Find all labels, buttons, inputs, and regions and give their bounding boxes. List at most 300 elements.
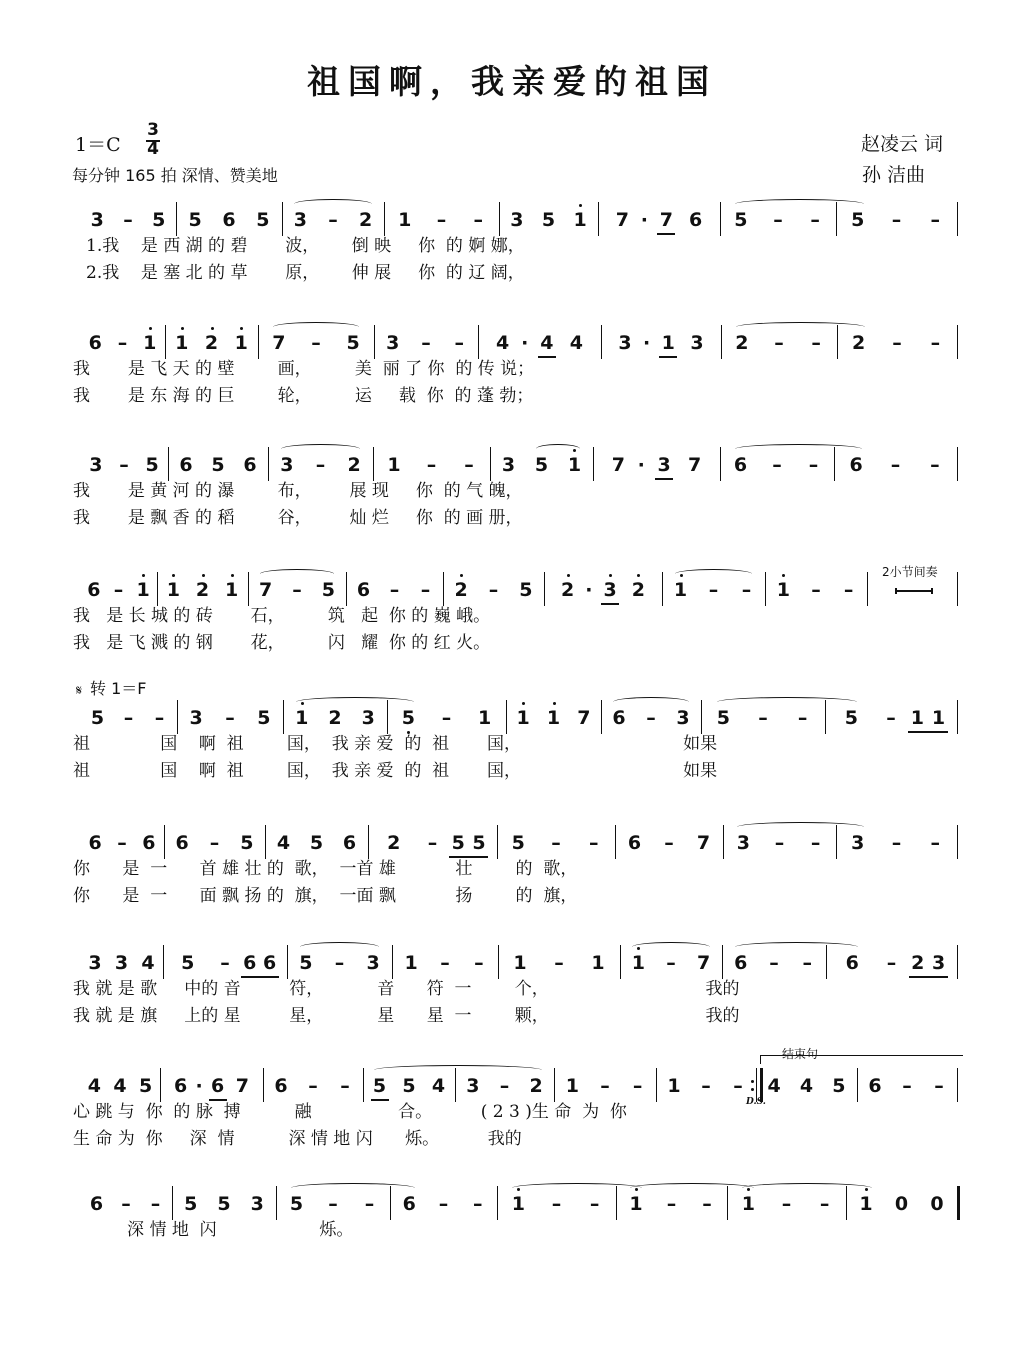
note-digit: 5 — [211, 454, 225, 476]
dash-sustain: – — [802, 952, 813, 974]
note-digit: 2 — [359, 209, 373, 231]
tie-slur — [737, 822, 863, 832]
note-digit: 3 — [851, 832, 865, 854]
dash-sustain: – — [890, 454, 901, 476]
dash-sustain: – — [708, 579, 719, 601]
note-digit: 4 — [540, 332, 554, 354]
barline — [957, 202, 958, 236]
barline — [176, 202, 177, 236]
eighth-underline — [538, 356, 556, 358]
dash-sustain: – — [843, 579, 854, 601]
note-digit: 6 — [342, 832, 357, 854]
lyrics-line-2: 祖 国 啊 祖 国， 我 亲 爱 的 祖 国， 如果 — [73, 761, 718, 781]
ending-bracket — [760, 1055, 963, 1064]
tie-slur — [735, 199, 864, 209]
score-system — [0, 570, 1024, 680]
note-digit: 0 — [930, 1193, 944, 1215]
modulation-marking: 转 1＝F — [90, 679, 147, 698]
dash-sustain: – — [664, 832, 674, 854]
note-digit: 6 — [243, 952, 257, 974]
dash-sustain: – — [123, 707, 134, 729]
dash-sustain: – — [554, 952, 564, 974]
barline — [857, 1068, 858, 1102]
dash-sustain: – — [930, 209, 940, 231]
dash-sustain: – — [930, 332, 941, 354]
dash-sustain: – — [154, 707, 165, 729]
dash-sustain: – — [427, 832, 438, 854]
note-digit: 6 — [868, 1075, 882, 1097]
barline — [268, 447, 269, 481]
note-digit: 4 — [276, 832, 291, 854]
lyrics-line-2: 2.我 是 塞 北 的 草 原， 伸 展 你 的 辽 阔， — [86, 263, 525, 283]
note-digit: 6 — [222, 209, 236, 231]
lyrics-line-1: 我 就 是 歌 中的 音 符， 音 符 一 个， 我的 — [73, 979, 740, 999]
lyrics-line-1: 深 情 地 闪 烁。 — [73, 1220, 354, 1240]
barline — [374, 325, 375, 359]
high-octave-dot — [240, 327, 243, 330]
barline — [168, 447, 169, 481]
composer-credit: 孙 洁曲 — [862, 164, 926, 186]
dash-sustain: – — [220, 952, 230, 974]
barline — [601, 700, 602, 734]
note-digit: 4 — [141, 952, 155, 974]
lyrics-line-2: 我 是 飞 溅 的 钢 花， 闪 耀 你 的 红 火。 — [73, 633, 491, 653]
note-digit: 5 — [184, 1193, 198, 1215]
note-digit: 5 — [451, 832, 465, 854]
eighth-underline — [908, 731, 947, 733]
barline — [701, 700, 702, 734]
note-digit: 1 — [626, 1193, 646, 1215]
barline — [593, 447, 594, 481]
eighth-underline — [909, 976, 948, 978]
note-digit: 5 — [299, 952, 313, 974]
note-digit: 3 — [386, 332, 400, 354]
dash-sustain: – — [119, 454, 129, 476]
barline — [163, 945, 164, 979]
barline — [867, 572, 868, 606]
note-digit: 3 — [690, 332, 704, 354]
dash-sustain: – — [772, 454, 782, 476]
lyrics-line-1: 我 是 黄 河 的 瀑 布， 展 现 你 的 气 魄， — [73, 481, 523, 501]
note-digit: 5 — [138, 1075, 153, 1097]
interlude-label: 2小节间奏 — [882, 565, 938, 579]
high-octave-dot — [609, 574, 612, 577]
time-signature-bottom: 4 — [147, 139, 159, 159]
barline — [443, 572, 444, 606]
barline — [165, 325, 166, 359]
note-digit: 1 — [671, 579, 691, 601]
note-digit: 3 — [932, 952, 946, 974]
dotted-note-dot: · — [521, 332, 529, 354]
high-octave-dot — [172, 574, 175, 577]
note-digit: 6 — [263, 952, 277, 974]
ending-bracket-line — [826, 1055, 962, 1056]
note-digit: 1 — [570, 209, 590, 231]
dash-sustain: – — [389, 579, 400, 601]
note-digit: 6 — [688, 209, 703, 231]
note-digit: 4 — [799, 1075, 814, 1097]
note-digit: 5 — [372, 1075, 387, 1097]
note-digit: 7 — [259, 579, 273, 601]
note-digit: 6 — [845, 952, 859, 974]
barline — [258, 325, 259, 359]
lyrics-line-1: 祖 国 啊 祖 国， 我 亲 爱 的 祖 国， 如果 — [73, 734, 718, 754]
barline — [363, 1068, 364, 1102]
note-digit: 1 — [231, 332, 251, 354]
multi-measure-rest — [895, 588, 933, 594]
barline — [368, 825, 369, 859]
note-digit: 1 — [513, 707, 533, 729]
barline — [722, 945, 723, 979]
barline — [598, 202, 599, 236]
barline — [282, 202, 283, 236]
tie-slur — [632, 942, 709, 952]
note-digit: 7 — [696, 832, 711, 854]
dash-sustain: – — [930, 454, 940, 476]
note-digit: 7 — [611, 454, 625, 476]
high-octave-dot — [149, 327, 152, 330]
barline — [720, 447, 721, 481]
ds-marking: D.S. — [746, 1097, 766, 1107]
note-digit: 3 — [510, 209, 524, 231]
note-digit: 7 — [659, 209, 673, 231]
barline — [497, 1186, 498, 1220]
high-octave-dot — [211, 327, 214, 330]
score-system — [0, 323, 1024, 433]
note-digit: 1 — [404, 952, 418, 974]
barline — [957, 700, 958, 734]
note-digit: 3 — [88, 952, 102, 974]
repeat-dot — [751, 1080, 754, 1083]
note-digit: 3 — [189, 707, 203, 729]
note-digit: 2 — [628, 579, 648, 601]
note-digit: 5 — [90, 707, 105, 729]
dash-sustain: – — [930, 832, 940, 854]
note-digit: 2 — [911, 952, 925, 974]
barline — [392, 945, 393, 979]
dash-sustain: – — [225, 707, 235, 729]
note-digit: 6 — [88, 832, 102, 854]
dash-sustain: – — [666, 952, 676, 974]
barline — [957, 825, 958, 859]
barline — [160, 1068, 161, 1102]
eighth-underline — [601, 603, 619, 605]
note-digit: 5 — [188, 209, 202, 231]
key-signature: 1＝C — [75, 134, 121, 156]
dash-sustain: – — [892, 332, 902, 354]
note-digit: 7 — [272, 332, 286, 354]
note-digit: 5 — [851, 209, 865, 231]
dash-sustain: – — [488, 579, 499, 601]
note-digit: 6 — [211, 1075, 225, 1097]
dash-sustain: – — [781, 1193, 792, 1215]
tie-slur — [512, 1183, 642, 1193]
note-digit: 5 — [240, 832, 254, 854]
barline — [478, 325, 479, 359]
high-octave-dot — [522, 702, 525, 705]
note-digit: 5 — [309, 832, 324, 854]
note-digit: 2 — [451, 579, 471, 601]
tie-slur — [742, 1183, 872, 1193]
dash-sustain: – — [589, 1193, 600, 1215]
note-digit: 5 — [289, 1193, 304, 1215]
note-digit: 5 — [402, 1075, 416, 1097]
dash-sustain: – — [741, 579, 752, 601]
note-digit: 4 — [495, 332, 510, 354]
barline — [287, 945, 288, 979]
note-digit: 1 — [477, 707, 492, 729]
barline — [957, 1068, 958, 1102]
note-digit: 7 — [235, 1075, 249, 1097]
barline — [957, 945, 958, 979]
repeat-dot — [751, 1088, 754, 1091]
barline — [346, 572, 347, 606]
note-digit: 6 — [849, 454, 863, 476]
note-digit: 6 — [627, 832, 642, 854]
note-digit: 1 — [564, 454, 584, 476]
dash-sustain: – — [551, 832, 561, 854]
note-digit: 1 — [738, 1193, 758, 1215]
dash-sustain: – — [797, 707, 808, 729]
note-digit: 5 — [541, 209, 556, 231]
high-octave-dot — [567, 574, 570, 577]
dash-sustain: – — [441, 707, 452, 729]
note-digit: 5 — [519, 579, 533, 601]
high-octave-dot — [553, 702, 556, 705]
barline — [601, 325, 602, 359]
tie-slur — [374, 1065, 543, 1075]
high-octave-dot — [637, 574, 640, 577]
note-digit: 5 — [398, 707, 418, 729]
note-digit: 2 — [193, 579, 213, 601]
note-digit: 1 — [856, 1193, 876, 1215]
barline — [172, 1186, 173, 1220]
dash-sustain: – — [769, 952, 779, 974]
lyrics-line-1: 我 是 飞 天 的 壁 画， 美 丽 了 你 的 传 说； — [73, 359, 535, 379]
dash-sustain: – — [902, 1075, 912, 1097]
barline — [544, 572, 545, 606]
score-system — [0, 1066, 1024, 1176]
dash-sustain: – — [113, 579, 124, 601]
note-digit: 1 — [387, 454, 401, 476]
dash-sustain: – — [666, 1193, 677, 1215]
note-digit: 3 — [250, 1193, 264, 1215]
note-digit: 5 — [145, 454, 159, 476]
note-digit: 7 — [615, 209, 629, 231]
dash-sustain: – — [436, 209, 447, 231]
lyrics-line-2: 我 是 飘 香 的 稻 谷， 灿 烂 你 的 画 册， — [73, 508, 523, 528]
eighth-underline — [655, 478, 673, 480]
note-digit: 0 — [894, 1193, 909, 1215]
note-digit: 7 — [577, 707, 591, 729]
song-title: 祖国啊，我亲爱的祖国 — [307, 62, 717, 101]
dash-sustain: – — [421, 332, 431, 354]
note-digit: 3 — [361, 707, 375, 729]
dash-sustain: – — [420, 579, 431, 601]
eighth-underline — [659, 356, 677, 358]
dash-sustain: – — [464, 454, 474, 476]
tie-slur — [291, 1183, 416, 1193]
note-digit: 5 — [832, 1075, 846, 1097]
dash-sustain: – — [499, 1075, 510, 1097]
barline — [554, 1068, 555, 1102]
high-octave-dot — [142, 574, 145, 577]
dash-sustain: – — [646, 707, 656, 729]
lyrics-line-1: 我 是 长 城 的 砖 石， 筑 起 你 的 巍 峨。 — [73, 606, 491, 626]
note-digit: 1 — [544, 707, 564, 729]
dash-sustain: – — [551, 1193, 562, 1215]
note-digit: 1 — [163, 579, 183, 601]
note-digit: 3 — [366, 952, 380, 974]
note-digit: 6 — [274, 1075, 288, 1097]
dash-sustain: – — [472, 1193, 483, 1215]
note-digit: 5 — [346, 332, 360, 354]
note-digit: 5 — [256, 209, 270, 231]
note-digit: 6 — [733, 454, 748, 476]
high-octave-dot — [460, 574, 463, 577]
dash-sustain: – — [328, 209, 338, 231]
note-digit: 1 — [222, 579, 242, 601]
dash-sustain: – — [308, 1075, 318, 1097]
dash-sustain: – — [311, 332, 321, 354]
score-system — [0, 200, 1024, 310]
note-digit: 5 — [472, 832, 486, 854]
dash-sustain: – — [440, 952, 450, 974]
tie-slur — [675, 569, 753, 579]
note-digit: 3 — [501, 454, 516, 476]
note-digit: 4 — [767, 1075, 781, 1097]
dash-sustain: – — [891, 209, 902, 231]
note-digit: 2 — [202, 332, 222, 354]
high-octave-dot — [782, 574, 785, 577]
dash-sustain: – — [117, 332, 128, 354]
dash-sustain: – — [891, 832, 902, 854]
barline — [506, 700, 507, 734]
lyrics-line-2: 我 是 东 海 的 巨 轮， 运 载 你 的 蓬 勃； — [73, 386, 534, 406]
dash-sustain: – — [819, 1193, 830, 1215]
barline — [720, 202, 721, 236]
tie-slur — [717, 697, 857, 707]
note-digit: 6 — [87, 579, 101, 601]
dash-sustain: – — [886, 707, 896, 729]
dash-sustain: – — [589, 832, 599, 854]
dash-sustain: – — [117, 832, 127, 854]
note-digit: 3 — [600, 579, 620, 601]
barline — [263, 1068, 264, 1102]
barline — [765, 572, 766, 606]
dotted-note-dot: · — [637, 454, 645, 476]
note-digit: 2 — [387, 832, 401, 854]
barline — [498, 945, 499, 979]
lyrics-line-2: 我 就 是 旗 上的 星 星， 星 星 一 颗， 我的 — [73, 1006, 740, 1026]
dash-sustain: – — [474, 952, 484, 974]
note-digit: 1 — [591, 952, 605, 974]
note-digit: 1 — [910, 707, 924, 729]
barline — [490, 447, 491, 481]
high-octave-dot — [202, 574, 205, 577]
barline — [164, 825, 165, 859]
dash-sustain: – — [702, 1193, 712, 1215]
dash-sustain: – — [701, 1075, 711, 1097]
note-digit: 3 — [280, 454, 294, 476]
note-digit: 1 — [565, 1075, 579, 1097]
score-system — [0, 1184, 1024, 1294]
tie-slur — [735, 942, 858, 952]
note-digit: 5 — [734, 209, 748, 231]
note-digit: 1 — [172, 332, 192, 354]
note-digit: 3 — [114, 952, 129, 974]
note-digit: 5 — [321, 579, 335, 601]
note-digit: 6 — [243, 454, 257, 476]
note-digit: 7 — [687, 454, 702, 476]
note-digit: 2 — [529, 1075, 543, 1097]
high-octave-dot — [579, 204, 582, 207]
note-digit: 4 — [431, 1075, 446, 1097]
score-system — [0, 943, 1024, 1053]
dash-sustain: – — [123, 209, 133, 231]
note-digit: 3 — [657, 454, 671, 476]
barline — [276, 1186, 277, 1220]
lyrics-line-2: 生 命 为 你 深 情 深 情 地 闪 烁。 我的 — [73, 1129, 522, 1149]
lyrics-line-2: 你 是 一 面 飘 扬 的 旗， 一面 飘 扬 的 旗， — [73, 886, 578, 906]
note-digit: 2 — [328, 707, 342, 729]
lyrics-line-1: 你 是 一 首 雄 壮 的 歌， 一首 雄 壮 的 歌， — [73, 859, 578, 879]
tie-slur — [630, 1183, 754, 1193]
dash-sustain: – — [121, 1193, 131, 1215]
note-digit: 5 — [181, 952, 195, 974]
score-system — [0, 445, 1024, 555]
note-digit: 3 — [90, 209, 104, 231]
note-digit: 6 — [142, 832, 156, 854]
eighth-underline — [657, 233, 675, 235]
note-digit: 2 — [851, 332, 866, 354]
tie-slur — [735, 444, 863, 454]
dash-sustain: – — [774, 332, 784, 354]
tie-slur — [613, 697, 689, 707]
note-digit: 4 — [569, 332, 583, 354]
dotted-note-dot: · — [642, 332, 651, 354]
dash-sustain: – — [774, 832, 785, 854]
note-digit: 1 — [661, 332, 675, 354]
note-digit: 1 — [292, 707, 312, 729]
dash-sustain: – — [808, 454, 819, 476]
dash-sustain: – — [209, 832, 220, 854]
score-system — [0, 698, 1024, 808]
lyricist-credit: 赵凌云 词 — [861, 133, 944, 155]
note-digit: 1 — [133, 579, 153, 601]
dash-sustain: – — [473, 209, 484, 231]
note-digit: 5 — [152, 209, 166, 231]
tie-slur — [260, 569, 335, 579]
note-digit: 1 — [508, 1193, 528, 1215]
barline — [373, 447, 374, 481]
barline — [721, 325, 722, 359]
note-digit: 5 — [257, 707, 271, 729]
note-digit: 1 — [931, 707, 946, 729]
note-digit: 2 — [735, 332, 749, 354]
dash-sustain: – — [758, 707, 768, 729]
dotted-note-dot: · — [585, 579, 593, 601]
dash-sustain: – — [364, 1193, 375, 1215]
barline — [283, 700, 284, 734]
note-digit: 5 — [534, 454, 549, 476]
barline — [957, 447, 958, 481]
note-digit: 1 — [140, 332, 160, 354]
high-octave-dot — [231, 574, 234, 577]
dash-sustain: – — [315, 454, 326, 476]
dash-sustain: – — [810, 209, 820, 231]
note-digit: 4 — [87, 1075, 101, 1097]
